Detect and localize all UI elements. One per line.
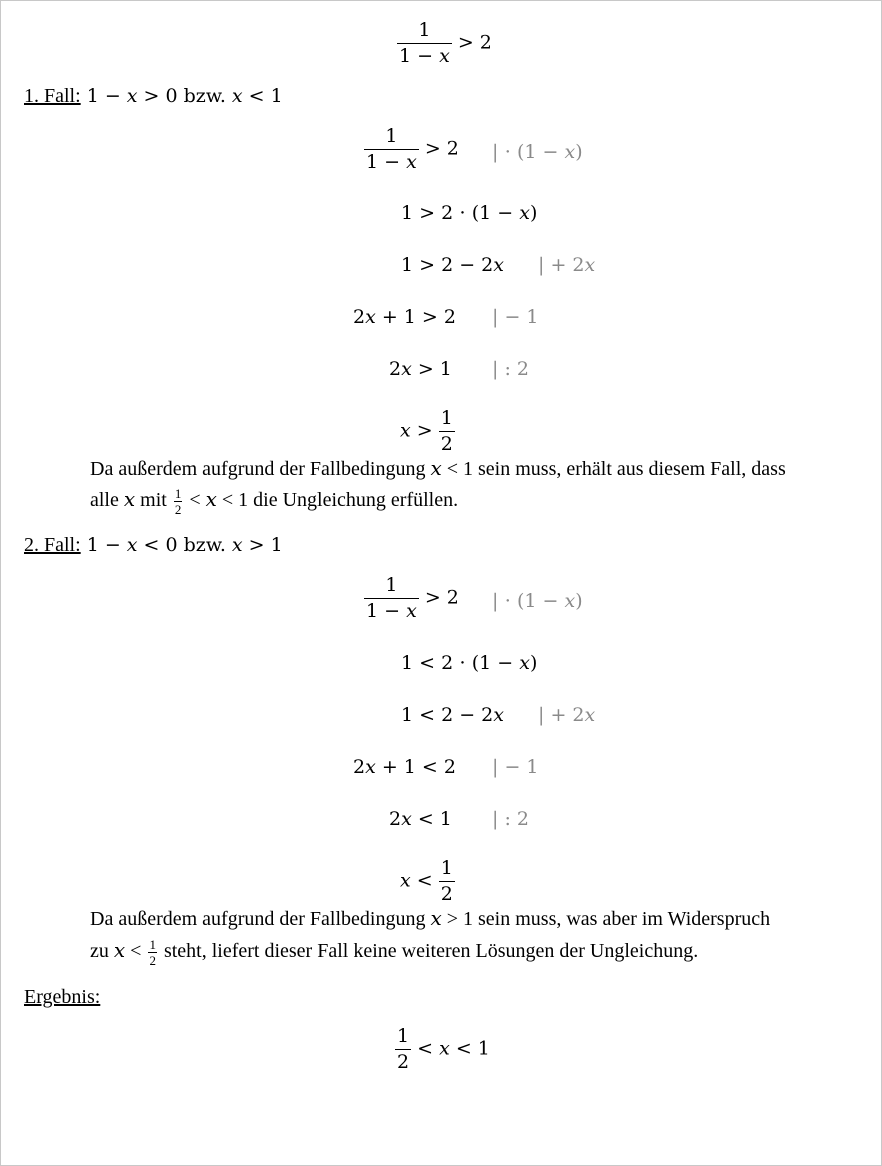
fraction-denominator: 2 [440,433,453,455]
fraction-denominator: 2 [174,501,182,517]
fraction-denominator: 2 [440,883,453,905]
inequality-rhs: > 2 [451,31,492,54]
inequality-lhs: 𝑥 < [400,869,439,892]
case2-step3-operation: | + 2𝑥 [538,704,596,726]
case2-step6 [400,859,455,904]
case1-label: 1. Fall: [24,85,81,107]
fraction-numerator: 1 [149,936,156,952]
text-segment: steht, liefert dieser Fall keine weiteren Lösungen der Ungleichung. [158,940,699,962]
fraction-denominator: 1 − 𝑥 [366,151,417,173]
case1-step4: 2𝑥 + 1 > 2 [353,306,456,328]
fraction-denominator: 2 [149,952,156,968]
result-label: Ergebnis: [24,986,101,1008]
inequality-rhs: > 2 [418,137,459,160]
case1-conclusion-line1: Da außerdem aufgrund der Fallbedingung 𝑥 < 1 sein muss, erhält aus diesem Fall, dass [90,458,786,480]
fraction-numerator: 1 [385,125,398,147]
case1-step1 [364,127,459,172]
fraction-numerator: 1 [440,857,453,879]
case1-step3: 1 > 2 − 2𝑥 [401,254,504,276]
case2-condition: 1 − 𝑥 < 0 bzw. 𝑥 > 1 [80,534,283,556]
case2-conclusion-line2 [90,936,698,967]
inequality-lhs: 𝑥 > [400,419,439,442]
case2-step3: 1 < 2 − 2𝑥 [401,704,504,726]
case1-condition: 1 − 𝑥 > 0 bzw. 𝑥 < 1 [80,85,283,107]
inequality-rhs: > 2 [418,586,459,609]
case2-step5: 2𝑥 < 1 [389,808,452,830]
case1-step6 [400,409,455,454]
text-segment: zu 𝑥 < [90,940,147,962]
case1-step2: 1 > 2 ⋅ (1 − 𝑥) [401,202,538,224]
fraction-numerator: 1 [440,407,453,429]
result-inequality [395,1027,490,1072]
case2-step1-operation: | ⋅ (1 − 𝑥) [492,590,583,612]
case1-heading [24,85,283,108]
fraction-numerator: 1 [397,1025,410,1047]
case2-step4-operation: | − 1 [492,756,539,778]
inequality-rest: < 𝑥 < 1 [411,1037,490,1060]
case2-heading [24,534,283,557]
text-segment: < 𝑥 < 1 die Ungleichung erfüllen. [184,489,459,511]
case2-step5-operation: | : 2 [492,808,529,830]
case1-step5: 2𝑥 > 1 [389,358,452,380]
case2-step4: 2𝑥 + 1 < 2 [353,756,456,778]
fraction-numerator: 1 [385,574,398,596]
fraction-denominator: 1 − 𝑥 [399,45,450,67]
case1-step1-operation: | ⋅ (1 − 𝑥) [492,141,583,163]
case1-conclusion-line2 [90,485,458,516]
main-inequality [397,21,492,66]
case1-step4-operation: | − 1 [492,306,539,328]
text-segment: alle 𝑥 mit [90,489,172,511]
case1-step3-operation: | + 2𝑥 [538,254,596,276]
fraction-denominator: 2 [397,1051,410,1073]
fraction-numerator: 1 [174,485,182,501]
case2-step2: 1 < 2 ⋅ (1 − 𝑥) [401,652,538,674]
case2-conclusion-line1: Da außerdem aufgrund der Fallbedingung 𝑥 > 1 sein muss, was aber im Widerspruch [90,908,771,930]
case1-step5-operation: | : 2 [492,358,529,380]
fraction-numerator: 1 [418,19,431,41]
case2-step1 [364,576,459,621]
fraction-denominator: 1 − 𝑥 [366,600,417,622]
case2-label: 2. Fall: [24,534,81,556]
